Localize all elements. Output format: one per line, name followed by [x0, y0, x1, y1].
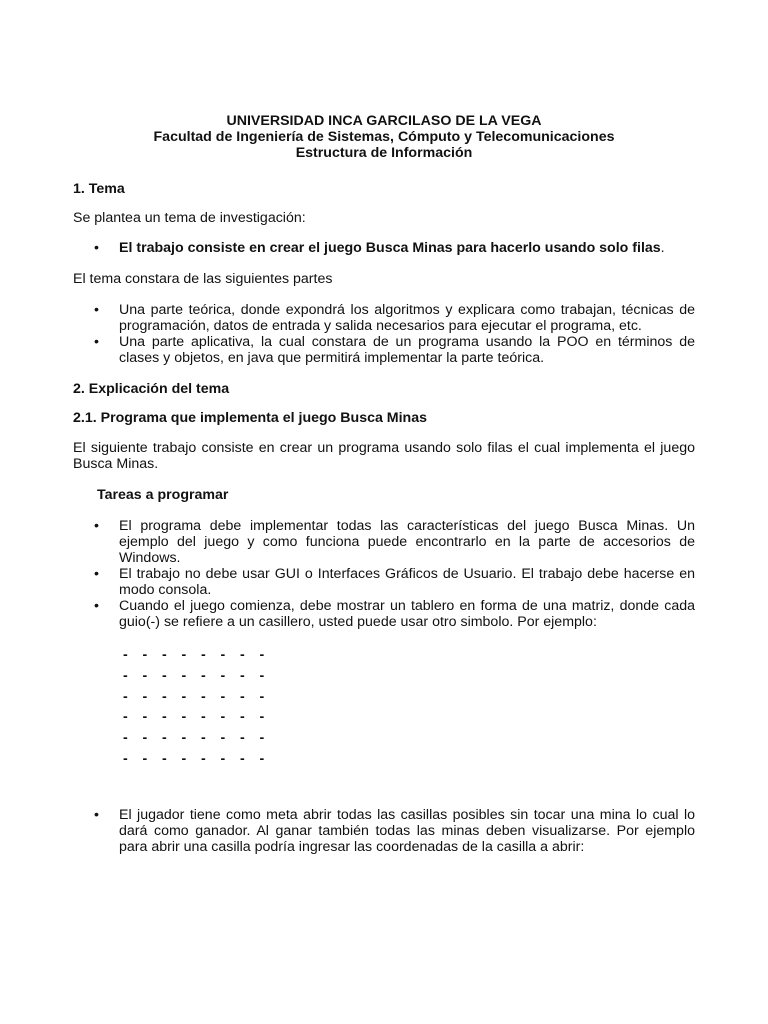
bullet-icon: •: [94, 240, 99, 256]
board-cell: -: [123, 667, 128, 684]
board-cell: -: [123, 730, 128, 747]
highlight-end: .: [660, 240, 665, 256]
board-cell: -: [220, 667, 226, 684]
board-cell: -: [259, 667, 265, 684]
bullet-icon: •: [94, 518, 99, 534]
board-cell: -: [162, 730, 167, 747]
list-item: [73, 807, 695, 855]
document-page: [73, 113, 695, 855]
board-cell: -: [220, 750, 226, 767]
part-text: Una parte aplicativa, la cual constara de un programa usando la POO en términos de clases y objetos, en java que permitirá implementar la parte teórica.: [119, 334, 695, 366]
task-text: El jugador tiene como meta abrir todas las casillas posibles sin tocar una mina lo cual lo dará como ganador. Al ganar también todas las minas deben visualizarse. Por ejemplo para abrir una casilla podría ingresar las coordenadas de la casilla a abrir:: [119, 806, 695, 855]
tasks-list-continued: [73, 807, 695, 855]
parts-list: [73, 302, 695, 366]
section-2-1-title: 2.1. Programa que implementa el juego Busca Minas: [73, 410, 428, 426]
board-cell: -: [162, 667, 167, 684]
board-row: [123, 666, 695, 687]
course-title: Estructura de Información: [295, 145, 473, 161]
board-cell: -: [162, 688, 167, 705]
board-cell: -: [142, 688, 148, 705]
tasks-list: [73, 518, 695, 630]
board-cell: -: [162, 709, 167, 726]
board-cell: -: [201, 667, 206, 684]
board-cell: -: [201, 647, 206, 663]
bullet-icon: •: [94, 598, 99, 614]
section-1-title: 1. Tema: [73, 181, 125, 197]
board-cell: -: [259, 709, 265, 726]
board-cell: -: [162, 647, 167, 663]
board-cell: -: [142, 667, 148, 684]
board-cell: -: [123, 750, 128, 767]
list-item: [73, 302, 695, 334]
tasks-title: Tareas a programar: [97, 487, 229, 503]
board-cell: -: [220, 688, 226, 705]
board-row: [123, 749, 695, 770]
board-cell: -: [142, 709, 148, 726]
bullet-icon: •: [94, 334, 99, 350]
faculty-title: Facultad de Ingeniería de Sistemas, Cómputo y Telecomunicaciones: [153, 129, 615, 145]
board-cell: -: [181, 647, 187, 663]
board-cell: -: [162, 750, 167, 767]
board-cell: -: [201, 750, 206, 767]
parts-intro: El tema constara de las siguientes partes: [73, 271, 333, 287]
highlight-list: [73, 240, 695, 256]
board-row: [123, 687, 695, 708]
highlight-text: El trabajo consiste en crear el juego Busca Minas para hacerlo usando solo filas: [119, 240, 661, 256]
board-row: [123, 707, 695, 728]
board-cell: -: [201, 709, 206, 726]
part-text: Una parte teórica, donde expondrá los algoritmos y explicara como trabajan, técnicas de programación, datos de entrada y salida necesarios para ejecutar el programa, etc.: [119, 302, 695, 334]
board-cell: -: [240, 750, 245, 767]
board-cell: -: [259, 730, 265, 747]
board-cell: -: [123, 688, 128, 705]
board-cell: -: [201, 688, 206, 705]
example-board: [73, 645, 695, 770]
board-cell: -: [220, 709, 226, 726]
section-2-1-description: El siguiente trabajo consiste en crear un programa usando solo filas el cual implementa el juego Busca Minas.: [73, 440, 695, 472]
board-cell: -: [259, 647, 265, 663]
board-cell: -: [181, 750, 187, 767]
board-cell: -: [259, 750, 265, 767]
document-header: [73, 113, 695, 161]
board-cell: -: [220, 647, 226, 663]
list-item: [73, 598, 695, 630]
board-row: [123, 645, 695, 666]
section-2-title: 2. Explicación del tema: [73, 381, 230, 397]
task-text: El trabajo no debe usar GUI o Interfaces Gráficos de Usuario. El trabajo debe hacerse en modo consola.: [119, 566, 695, 598]
list-item: [73, 518, 695, 566]
board-cell: -: [259, 688, 265, 705]
board-cell: -: [240, 647, 245, 663]
board-cell: -: [181, 667, 187, 684]
board-cell: -: [142, 647, 148, 663]
list-item: [73, 566, 695, 598]
bullet-icon: •: [94, 302, 99, 318]
task-text: Cuando el juego comienza, debe mostrar un tablero en forma de una matriz, donde cada guio(-) se refiere a un casillero, usted puede usar otro simbolo. Por ejemplo:: [119, 598, 695, 630]
board-cell: -: [240, 730, 245, 747]
board-cell: -: [201, 730, 206, 747]
bullet-icon: •: [94, 806, 99, 823]
board-row: [123, 728, 695, 749]
board-cell: -: [181, 688, 187, 705]
board-cell: -: [142, 750, 148, 767]
section-1-intro: Se plantea un tema de investigación:: [73, 210, 306, 226]
list-item: [73, 334, 695, 366]
bullet-icon: •: [94, 566, 99, 582]
board-cell: -: [240, 709, 245, 726]
board-cell: -: [123, 647, 128, 663]
board-cell: -: [181, 709, 187, 726]
board-cell: -: [181, 730, 187, 747]
board-cell: -: [142, 730, 148, 747]
board-cell: -: [240, 688, 245, 705]
university-title: UNIVERSIDAD INCA GARCILASO DE LA VEGA: [226, 113, 542, 129]
board-cell: -: [240, 667, 245, 684]
board-cell: -: [220, 730, 226, 747]
task-text: El programa debe implementar todas las características del juego Busca Minas. Un ejemplo del juego y como funciona puede encontrarlo en la parte de accesorios de Windows.: [119, 518, 695, 566]
list-item: [73, 240, 695, 256]
board-cell: -: [123, 709, 128, 726]
